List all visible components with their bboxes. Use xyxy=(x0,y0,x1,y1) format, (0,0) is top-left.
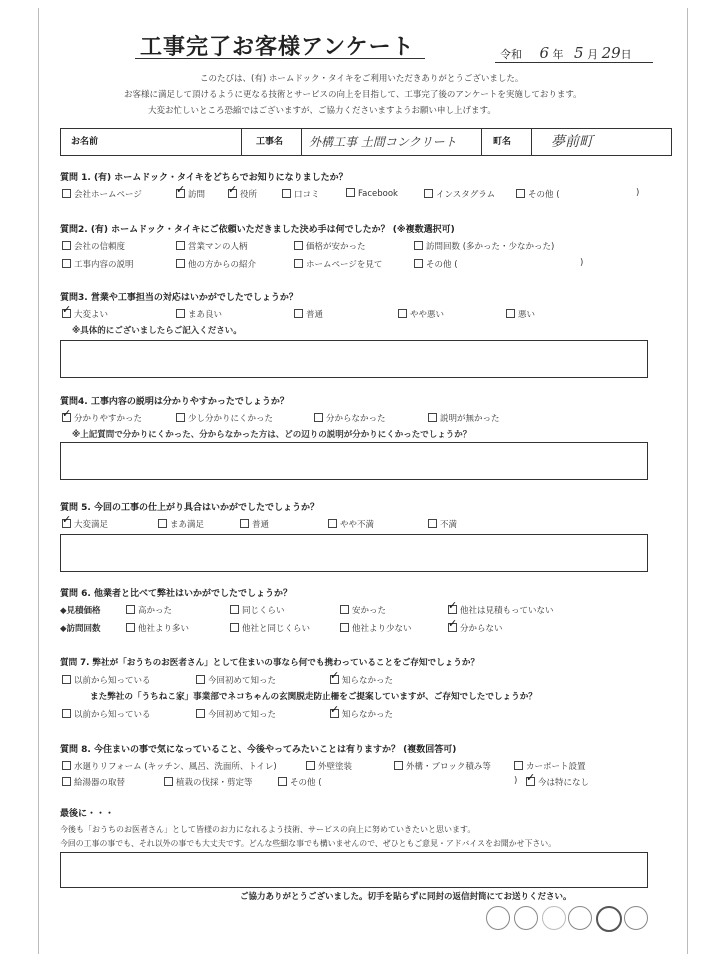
q2-opt-price[interactable] xyxy=(294,240,366,252)
option-label: 分からなかった xyxy=(326,414,386,424)
checkbox[interactable] xyxy=(230,605,239,614)
q6-row2-label: ◆訪問回数 xyxy=(60,624,101,634)
checkbox[interactable] xyxy=(516,189,525,198)
q1-opt-office[interactable] xyxy=(228,188,257,200)
option-label: 今回初めて知った xyxy=(208,676,277,686)
seal-icon xyxy=(624,906,648,930)
date-day-unit: 日 xyxy=(620,48,632,61)
q4-opt-none[interactable] xyxy=(428,412,500,424)
intro-line-1: このたびは、(有) ホームドック・タイキをご利用いただきありがとうございました。 xyxy=(200,74,524,84)
option-label: 今は特になし xyxy=(538,778,590,788)
option-label: まあ満足 xyxy=(170,520,205,530)
checkbox-checked[interactable] xyxy=(526,777,535,786)
q2-opt-referral[interactable] xyxy=(176,258,256,270)
q6-est-same[interactable] xyxy=(230,604,285,616)
checkbox[interactable] xyxy=(62,241,71,250)
q8-opt-nothing[interactable] xyxy=(526,776,589,788)
seal-icon xyxy=(596,906,622,932)
checkbox[interactable] xyxy=(62,761,71,770)
q4-sub: ※上記質問で分かりにくかった、分からなかった方は、どの辺りの説明が分かりにくかったでしょうか？ xyxy=(72,430,472,440)
q1-title: 質問 1. (有) ホームドック・タイキをどちらでお知りになりましたか？ xyxy=(60,173,348,183)
checkbox[interactable] xyxy=(294,309,303,318)
q1-opt-instagram[interactable] xyxy=(424,188,495,200)
name-label: お名前 xyxy=(71,137,99,147)
footer-note: ご協力ありがとうございました。切手を貼らずに同封の返信封筒にてお送りください。 xyxy=(240,892,572,902)
checkbox-checked[interactable] xyxy=(62,309,71,318)
q6-title: 質問 6. 他業者と比べて弊社はいかがでしたでしょうか？ xyxy=(60,589,292,599)
option-label: 訪問 xyxy=(188,190,206,200)
intro-line-3: 大変お忙しいところ恐縮ではございますが、ご協力くださいますようお願い申し上げます。 xyxy=(148,106,496,116)
customer-info-box xyxy=(60,128,672,156)
option-label: 他社より多い xyxy=(138,624,190,634)
option-label: 役所 xyxy=(240,190,258,200)
option-label: その他 ( xyxy=(528,190,560,200)
checkbox[interactable] xyxy=(62,259,71,268)
option-label: 他社は見積もっていない xyxy=(460,606,554,616)
option-label: やや不満 xyxy=(340,520,375,530)
work-label: 工事名 xyxy=(256,137,284,147)
date-field[interactable] xyxy=(500,44,632,62)
option-label: やや悪い xyxy=(410,310,445,320)
checkbox[interactable] xyxy=(164,777,173,786)
q8-opt-water-heater[interactable] xyxy=(62,776,125,788)
q7-title: 質問 7. 弊社が「おうちのお医者さん」として住まいの事なら何でも携わっていることをご存知でしょうか？ xyxy=(60,658,480,668)
option-label: 水廻りリフォーム (キッチン、風呂、洗面所、トイレ) xyxy=(74,762,277,772)
q3-opt-bad[interactable] xyxy=(398,308,444,320)
q8-opt-carport[interactable] xyxy=(514,760,586,772)
option-label: 知らなかった xyxy=(342,710,394,720)
checkbox[interactable] xyxy=(196,709,205,718)
checkbox[interactable] xyxy=(294,259,303,268)
checkbox-checked[interactable] xyxy=(330,709,339,718)
q4-opt-clear[interactable] xyxy=(62,412,142,424)
option-label: カーポート設置 xyxy=(526,762,586,772)
checkbox[interactable] xyxy=(414,259,423,268)
checkbox-checked[interactable] xyxy=(62,519,71,528)
option-label: その他 ( xyxy=(426,260,458,270)
q8-opt-other[interactable] xyxy=(278,776,322,788)
option-label: 分かりやすかった xyxy=(74,414,143,424)
checkbox[interactable] xyxy=(176,413,185,422)
checkbox[interactable] xyxy=(346,188,355,197)
q2-opt-sales[interactable] xyxy=(176,240,248,252)
q1-opt-facebook[interactable] xyxy=(346,188,398,199)
q6-visit-less[interactable] xyxy=(340,622,412,634)
page-title: 工事完了お客様アンケート xyxy=(140,35,415,60)
q1-opt-company-hp[interactable] xyxy=(62,188,142,200)
q7-opt-knew[interactable] xyxy=(62,674,151,686)
q2-opt-explanation[interactable] xyxy=(62,258,134,270)
date-month: 5 xyxy=(574,44,584,62)
checkbox[interactable] xyxy=(514,761,523,770)
date-month-unit: 月 xyxy=(587,48,599,61)
q3-opt-normal[interactable] xyxy=(294,308,323,320)
option-label: 会社ホームページ xyxy=(74,190,142,200)
town-value[interactable]: 夢前町 xyxy=(551,134,593,150)
checkbox[interactable] xyxy=(176,259,185,268)
checkbox[interactable] xyxy=(230,623,239,632)
option-label: 植栽の伐採・剪定等 xyxy=(176,778,253,788)
checkbox[interactable] xyxy=(126,605,135,614)
checkbox-checked[interactable] xyxy=(176,189,185,198)
option-label: 不満 xyxy=(440,520,458,530)
option-label: 普通 xyxy=(306,310,324,320)
last-line-1: 今後も「おうちのお医者さん」として皆様のお力になれるよう技術、サービスの向上に努めていきたいと思います。 xyxy=(60,825,476,834)
checkbox[interactable] xyxy=(398,309,407,318)
seal-icon xyxy=(486,906,510,930)
q7-opt-first-time[interactable] xyxy=(196,674,276,686)
option-label: 訪問回数 (多かった・少なかった) xyxy=(426,242,555,252)
divider xyxy=(531,129,532,155)
q6-visit-unknown[interactable] xyxy=(448,622,503,634)
checkbox[interactable] xyxy=(340,623,349,632)
seal-icon xyxy=(542,906,566,930)
option-label: 高かった xyxy=(138,606,173,616)
town-label: 町名 xyxy=(493,137,512,147)
divider xyxy=(301,129,302,155)
option-label: 他の方からの紹介 xyxy=(188,260,257,270)
q4-opt-unclear[interactable] xyxy=(314,412,386,424)
checkbox[interactable] xyxy=(314,413,323,422)
date-era: 令和 xyxy=(500,48,522,61)
checkbox[interactable] xyxy=(62,189,71,198)
q3-opt-good[interactable] xyxy=(176,308,222,320)
checkbox[interactable] xyxy=(428,519,437,528)
q7-opt-didnt-know[interactable] xyxy=(330,674,393,686)
option-label: 営業マンの人柄 xyxy=(188,242,248,252)
checkbox[interactable] xyxy=(414,241,423,250)
q1-opt-visit[interactable] xyxy=(176,188,205,200)
q7b-opt-didnt-know[interactable] xyxy=(330,708,393,720)
option-label: ホームページを見て xyxy=(306,260,383,270)
option-label: 外壁塗装 xyxy=(318,762,353,772)
checkbox-checked[interactable] xyxy=(448,605,457,614)
checkbox[interactable] xyxy=(428,413,437,422)
checkbox[interactable] xyxy=(294,241,303,250)
q6-row1-label: ◆見積価格 xyxy=(60,606,101,616)
seal-icon xyxy=(514,906,538,930)
q6-visit-same[interactable] xyxy=(230,622,310,634)
checkbox[interactable] xyxy=(424,189,433,198)
checkbox[interactable] xyxy=(278,777,287,786)
seal-icon xyxy=(568,906,592,930)
q6-est-low[interactable] xyxy=(340,604,386,616)
option-label: 大変よい xyxy=(74,310,109,320)
checkbox-checked[interactable] xyxy=(330,675,339,684)
checkbox-checked[interactable] xyxy=(448,623,457,632)
option-label: 価格が安かった xyxy=(306,242,366,252)
date-underline xyxy=(495,62,653,63)
option-label: 以前から知っている xyxy=(74,710,151,720)
checkbox[interactable] xyxy=(196,675,205,684)
q5-opt-very-satisfied[interactable] xyxy=(62,518,108,530)
q8-opt-water[interactable] xyxy=(62,760,277,772)
option-label: 給湯器の取替 xyxy=(74,778,126,788)
option-label: 同じくらい xyxy=(242,606,285,616)
q6-est-no-other[interactable] xyxy=(448,604,554,616)
q6-visit-more[interactable] xyxy=(126,622,189,634)
q8-opt-exterior[interactable] xyxy=(394,760,491,772)
option-label: インスタグラム xyxy=(436,190,496,200)
checkbox[interactable] xyxy=(306,761,315,770)
checkbox-checked[interactable] xyxy=(62,413,71,422)
q5-opt-very-dissatisfied[interactable] xyxy=(428,518,457,530)
q2-other-close: ) xyxy=(580,258,584,268)
q3-title: 質問3. 営業や工事担当の対応はいかがでしたでしょうか？ xyxy=(60,293,298,303)
checkbox[interactable] xyxy=(176,241,185,250)
option-label: 会社の信頼度 xyxy=(74,242,126,252)
last-line-2: 今回の工事の事でも、それ以外の事でも大丈夫です。どんな些細な事でも構いませんので、ぜひともご意見・アドバイスをお聞かせ下さい。 xyxy=(60,839,557,848)
option-label: まあ良い xyxy=(188,310,223,320)
option-label: 大変満足 xyxy=(74,520,109,530)
q7-title2: また弊社の「うちねこ家」事業部でネコちゃんの玄関脱走防止柵をご提案していますが、ご存知でしたでしょうか？ xyxy=(90,692,537,702)
option-label: 外構・ブロック積み等 xyxy=(406,762,491,772)
q5-comment-box[interactable] xyxy=(60,534,648,572)
q2-opt-trust[interactable] xyxy=(62,240,125,252)
q8-opt-garden[interactable] xyxy=(164,776,253,788)
checkbox[interactable] xyxy=(506,309,515,318)
q5-opt-satisfied[interactable] xyxy=(158,518,204,530)
checkbox[interactable] xyxy=(240,519,249,528)
option-label: 説明が無かった xyxy=(440,414,500,424)
q2-opt-homepage[interactable] xyxy=(294,258,382,270)
option-label: 知らなかった xyxy=(342,676,394,686)
q2-opt-visits[interactable] xyxy=(414,240,554,252)
q6-est-high[interactable] xyxy=(126,604,172,616)
checkbox[interactable] xyxy=(282,189,291,198)
checkbox[interactable] xyxy=(62,675,71,684)
date-year: 6 xyxy=(539,44,550,62)
option-label: 分からない xyxy=(460,624,503,634)
divider xyxy=(481,129,482,155)
option-label: 普通 xyxy=(252,520,270,530)
q3-comment-box[interactable] xyxy=(60,340,648,378)
q2-opt-other[interactable] xyxy=(414,258,458,270)
q5-title: 質問 5. 今回の工事の仕上がり具合はいかがでしたでしょうか？ xyxy=(60,503,319,513)
q4-comment-box[interactable] xyxy=(60,442,648,480)
q1-opt-word[interactable] xyxy=(282,188,320,200)
last-comment-box[interactable] xyxy=(60,852,648,888)
checkbox[interactable] xyxy=(62,709,71,718)
option-label: その他 ( xyxy=(290,778,322,788)
checkbox[interactable] xyxy=(340,605,349,614)
option-label: 口コミ xyxy=(294,190,320,200)
q3-sub: ※具体的にございましたらご記入ください。 xyxy=(72,326,242,336)
checkbox[interactable] xyxy=(394,761,403,770)
q1-opt-other[interactable] xyxy=(516,188,560,200)
checkbox-checked[interactable] xyxy=(228,189,237,198)
q5-opt-normal[interactable] xyxy=(240,518,269,530)
option-label: Facebook xyxy=(358,189,398,199)
title-underline xyxy=(135,58,425,59)
option-label: 他社と同じくらい xyxy=(242,624,311,634)
option-label: 工事内容の説明 xyxy=(74,260,134,270)
divider xyxy=(241,129,242,155)
last-title: 最後に・・・ xyxy=(60,809,115,819)
option-label: 他社より少ない xyxy=(352,624,412,634)
option-label: 悪い xyxy=(518,310,536,320)
option-label: 今回初めて知った xyxy=(208,710,277,720)
option-label: 以前から知っている xyxy=(74,676,151,686)
q8-title: 質問 8. 今住まいの事で気になっていること、今後やってみたいことは有りますか？ (複数回答可) xyxy=(60,745,457,755)
checkbox[interactable] xyxy=(62,777,71,786)
checkbox[interactable] xyxy=(176,309,185,318)
q2-title: 質問2. (有) ホームドック・タイキにご依頼いただきました決め手は何でしたか？ (※複数選択可) xyxy=(60,225,455,235)
checkbox[interactable] xyxy=(158,519,167,528)
checkbox[interactable] xyxy=(126,623,135,632)
q3-opt-very-good[interactable] xyxy=(62,308,108,320)
q4-opt-somewhat[interactable] xyxy=(176,412,273,424)
q4-title: 質問4. 工事内容の説明は分かりやすかったでしょうか？ xyxy=(60,397,289,407)
work-value[interactable]: 外構工事 土間コンクリート xyxy=(309,135,457,149)
q8-other-close: ) xyxy=(514,776,518,786)
q7b-opt-knew[interactable] xyxy=(62,708,151,720)
option-label: 少し分かりにくかった xyxy=(188,414,274,424)
q8-opt-wall[interactable] xyxy=(306,760,352,772)
q7b-opt-first-time[interactable] xyxy=(196,708,276,720)
date-day: 29 xyxy=(601,44,621,62)
intro-line-2: お客様に満足して頂けるように更なる技術とサービスの向上を目指して、工事完了後のアンケートを実施しております。 xyxy=(124,90,582,100)
date-year-unit: 年 xyxy=(552,48,564,61)
q3-opt-very-bad[interactable] xyxy=(506,308,535,320)
option-label: 安かった xyxy=(352,606,387,616)
q5-opt-dissatisfied[interactable] xyxy=(328,518,374,530)
checkbox[interactable] xyxy=(328,519,337,528)
q1-other-close: ) xyxy=(636,188,640,198)
